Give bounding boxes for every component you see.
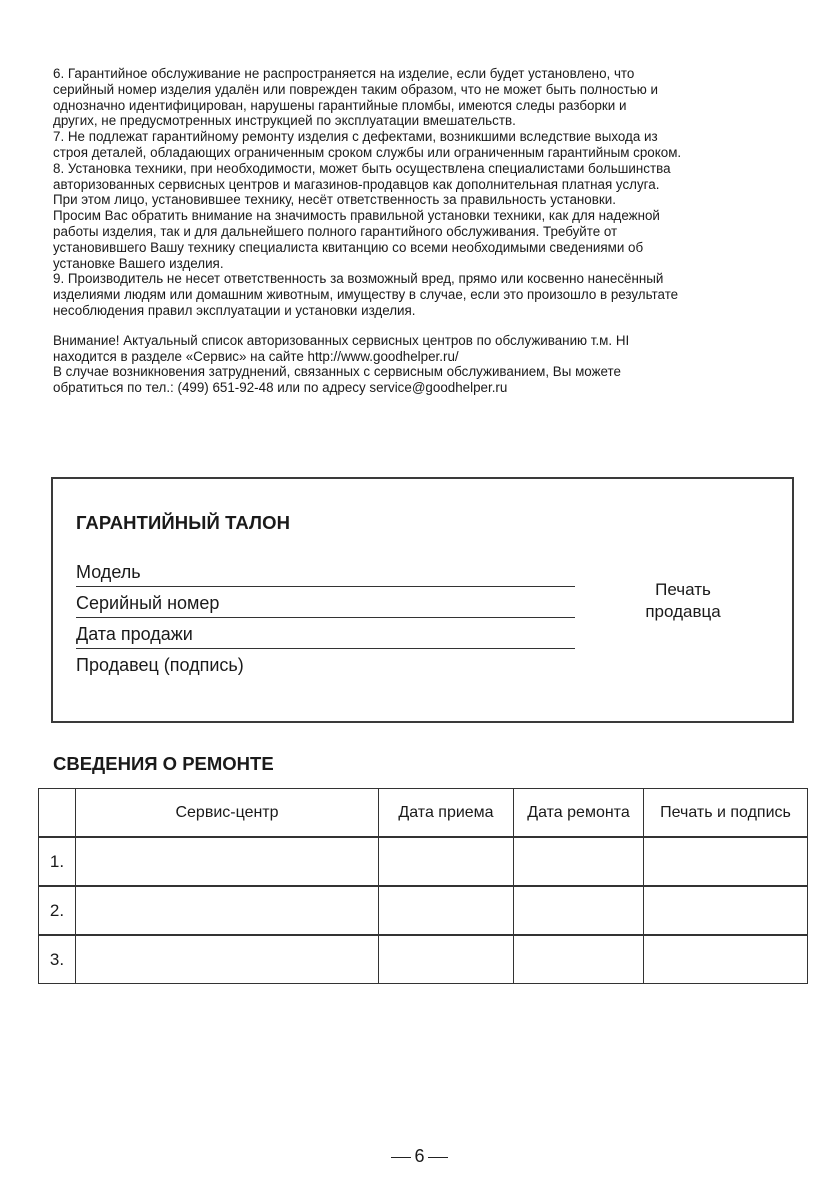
terms-line: При этом лицо, установившее технику, несёт ответственность за правильность установки. — [53, 192, 616, 208]
seller-stamp-area — [613, 579, 753, 623]
header-receipt-date: Дата приема — [379, 789, 514, 838]
page-number-value: 6 — [414, 1146, 425, 1166]
warranty-terms — [53, 66, 823, 396]
cell-service-center[interactable] — [76, 935, 379, 984]
repairs-title: СВЕДЕНИЯ О РЕМОНТЕ — [53, 753, 274, 774]
field-model[interactable]: Модель — [76, 559, 575, 587]
table-row — [39, 837, 808, 886]
terms-line: других, не предусмотренных инструкцией по эксплуатации вмешательств. — [53, 113, 516, 129]
cell-repair-date[interactable] — [514, 837, 644, 886]
terms-line: серийный номер изделия удалён или поврежден таким образом, что не может быть полностью и — [53, 81, 658, 97]
terms-line: авторизованных сервисных центров и магазинов-продавцов как дополнительная платная услуга. — [53, 176, 660, 192]
header-stamp-signature: Печать и подпись — [644, 789, 808, 838]
notice-line: Внимание! Актуальный список авторизованных сервисных центров по обслуживанию т.м. HI — [53, 332, 630, 348]
terms-line: 8. Установка техники, при необходимости, может быть осуществлена специалистами большинства — [53, 160, 671, 176]
cell-service-center[interactable] — [76, 886, 379, 935]
notice-line: находится в разделе «Сервис» на сайте http://www.goodhelper.ru/ — [53, 348, 459, 364]
stamp-label-line2: продавца — [645, 602, 721, 621]
cell-receipt-date[interactable] — [379, 935, 514, 984]
notice-line: В случае возникновения затруднений, связанных с сервисным обслуживанием, Вы можете — [53, 364, 621, 380]
terms-line: несоблюдения правил эксплуатации и установки изделия. — [53, 302, 416, 318]
field-sale-date[interactable]: Дата продажи — [76, 621, 575, 649]
warranty-card-title: ГАРАНТИЙНЫЙ ТАЛОН — [76, 512, 291, 533]
page-number — [0, 1146, 839, 1167]
table-row — [39, 935, 808, 984]
header-service-center: Сервис-центр — [76, 789, 379, 838]
cell-receipt-date[interactable] — [379, 886, 514, 935]
header-number — [39, 789, 76, 838]
cell-repair-date[interactable] — [514, 935, 644, 984]
terms-line: работы изделия, так и для дальнейшего полного гарантийного обслуживания. Требуйте от — [53, 223, 618, 239]
cell-service-center[interactable] — [76, 837, 379, 886]
terms-line: установке Вашего изделия. — [53, 255, 224, 271]
repairs-header-row — [39, 789, 808, 838]
terms-line: установившего Вашу технику специалиста квитанцию со всеми необходимыми сведениями об — [53, 239, 644, 255]
dash-right — [428, 1157, 448, 1158]
paragraph-gap — [53, 319, 823, 333]
row-number: 3. — [39, 935, 76, 984]
notice-line: обратиться по тел.: (499) 651-92-48 или по адресу service@goodhelper.ru — [53, 380, 508, 396]
cell-stamp-signature[interactable] — [644, 935, 808, 984]
terms-line: изделиями людям или домашним животным, имуществу в случае, если это произошло в результате — [53, 287, 679, 303]
cell-receipt-date[interactable] — [379, 837, 514, 886]
repairs-table — [38, 788, 808, 984]
cell-repair-date[interactable] — [514, 886, 644, 935]
header-repair-date: Дата ремонта — [514, 789, 644, 838]
terms-line: 6. Гарантийное обслуживание не распространяется на изделие, если будет установлено, что — [53, 66, 635, 81]
dash-left — [391, 1157, 411, 1158]
stamp-label-line1: Печать — [655, 580, 711, 599]
terms-line: 7. Не подлежат гарантийному ремонту изделия с дефектами, возникшими вследствие выхода из — [53, 129, 658, 145]
field-seller-signature[interactable]: Продавец (подпись) — [76, 655, 244, 675]
row-number: 2. — [39, 886, 76, 935]
terms-line: Просим Вас обратить внимание на значимость правильной установки техники, как для надежной — [53, 208, 660, 224]
table-row — [39, 886, 808, 935]
warranty-card — [51, 477, 794, 723]
row-number: 1. — [39, 837, 76, 886]
field-serial-number[interactable]: Серийный номер — [76, 590, 575, 618]
terms-line: 9. Производитель не несет ответственность за возможный вред, прямо или косвенно нанесённый — [53, 271, 664, 287]
cell-stamp-signature[interactable] — [644, 886, 808, 935]
terms-line: однозначно идентифицирован, нарушены гарантийные пломбы, имеются следы разборки и — [53, 97, 627, 113]
terms-line: строя деталей, обладающих ограниченным сроком службы или ограниченным гарантийным сроком. — [53, 144, 682, 160]
cell-stamp-signature[interactable] — [644, 837, 808, 886]
